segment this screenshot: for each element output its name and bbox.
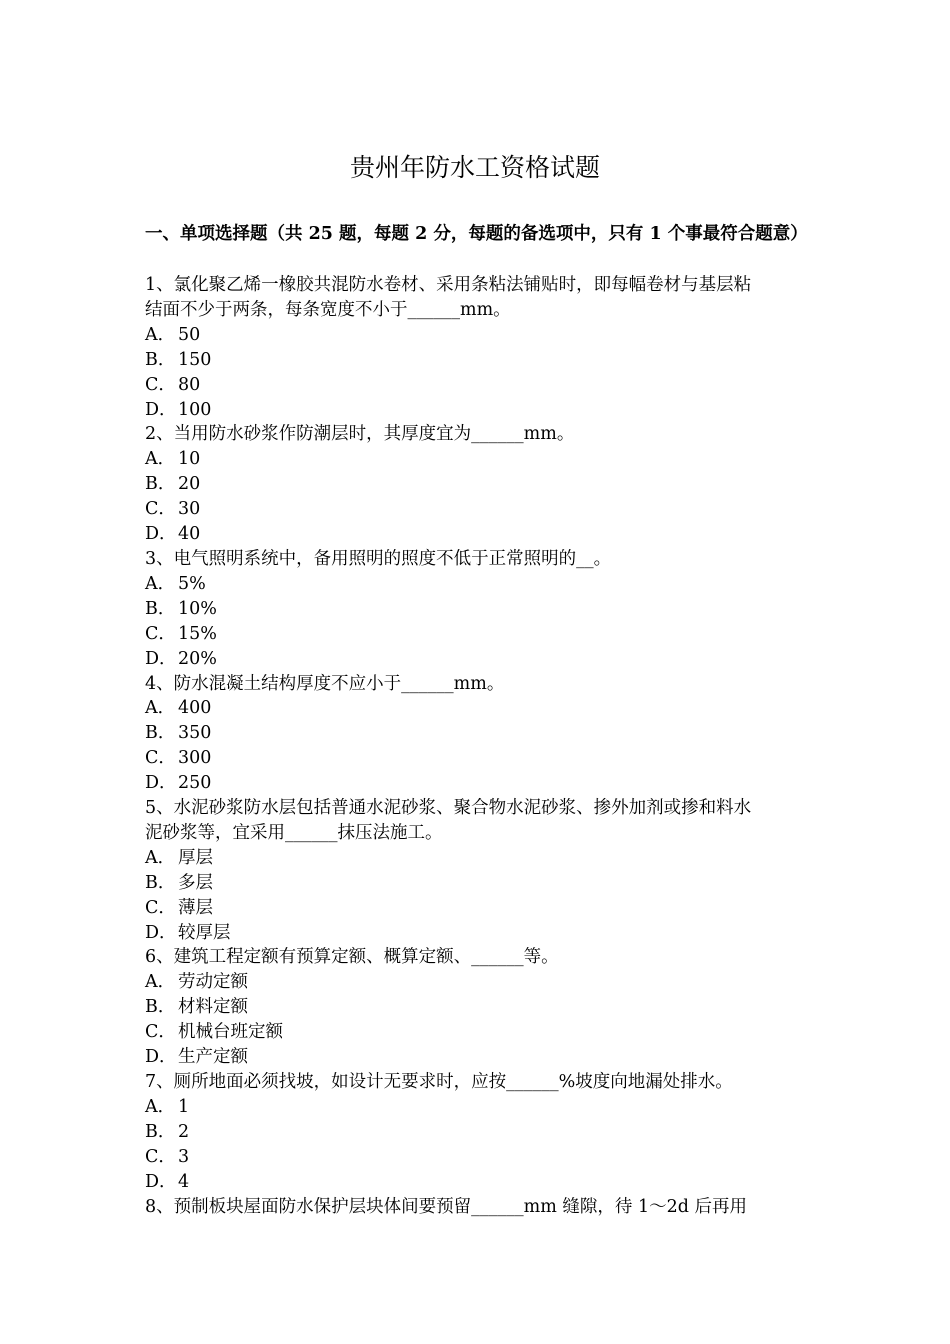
option-letter: A． xyxy=(145,847,176,868)
option-letter: C． xyxy=(145,499,176,520)
question-block xyxy=(145,945,810,1070)
option-letter: A． xyxy=(145,324,176,345)
answer-option xyxy=(145,472,810,497)
answer-option xyxy=(145,1095,810,1120)
option-letter: D． xyxy=(145,648,177,669)
option-letter: C． xyxy=(145,1146,176,1167)
option-text: 机械台班定额 xyxy=(178,1022,283,1043)
option-text: 3 xyxy=(178,1146,190,1167)
question-block xyxy=(145,422,810,547)
option-letter: A． xyxy=(145,698,176,719)
option-letter: D． xyxy=(145,922,177,943)
question-text: 8、预制板块屋面防水保护层块体间要预留______mm 缝隙，待 1～2d 后再用 xyxy=(145,1196,747,1217)
question-block xyxy=(145,547,810,672)
question-text: 4、防水混凝土结构厚度不应小于______mm。 xyxy=(145,673,505,694)
answer-option xyxy=(145,896,810,921)
question-text: 1、氯化聚乙烯一橡胶共混防水卷材、采用条粘法铺贴时，即每幅卷材与基层粘 xyxy=(145,275,752,295)
answer-option xyxy=(145,995,810,1020)
option-text: 100 xyxy=(178,399,212,420)
option-letter: B． xyxy=(145,997,176,1018)
answer-option xyxy=(145,721,810,746)
option-text: 5% xyxy=(178,573,206,594)
answer-option xyxy=(145,622,810,647)
answer-option xyxy=(145,497,810,522)
question-text: 泥砂浆等，宜采用______抹压法施工。 xyxy=(145,822,443,843)
option-text: 劳动定额 xyxy=(178,972,248,993)
answer-option xyxy=(145,1170,810,1195)
question-text: 5、水泥砂浆防水层包括普通水泥砂浆、聚合物水泥砂浆、掺外加剂或掺和料水 xyxy=(145,798,752,819)
answer-option xyxy=(145,970,810,995)
option-letter: C． xyxy=(145,1022,176,1043)
question-text: 结面不少于两条，每条宽度不小于______mm。 xyxy=(145,299,511,320)
question-block xyxy=(145,1070,810,1195)
question-block xyxy=(145,273,810,422)
option-text: 50 xyxy=(178,324,201,345)
answer-option xyxy=(145,1045,810,1070)
option-letter: D． xyxy=(145,399,177,420)
answer-option xyxy=(145,846,810,871)
answer-option xyxy=(145,647,810,672)
option-letter: B． xyxy=(145,1121,176,1142)
answer-option xyxy=(145,373,810,398)
answer-option xyxy=(145,572,810,597)
question-text: 7、厕所地面必须找坡，如设计无要求时，应按______%坡度向地漏处排水。 xyxy=(145,1072,733,1092)
option-text: 较厚层 xyxy=(178,922,231,943)
question-list xyxy=(145,273,810,1219)
document-title: 贵州年防水工资格试题 xyxy=(349,153,600,182)
option-letter: B． xyxy=(145,349,176,370)
option-letter: B． xyxy=(145,872,176,893)
option-text: 20% xyxy=(178,648,217,669)
answer-option xyxy=(145,1145,810,1170)
option-letter: A． xyxy=(145,449,176,470)
option-text: 厚层 xyxy=(178,847,213,868)
option-text: 300 xyxy=(178,748,212,769)
option-text: 40 xyxy=(178,524,201,545)
option-text: 30 xyxy=(178,499,201,520)
option-letter: C． xyxy=(145,374,176,395)
answer-option xyxy=(145,871,810,896)
option-letter: D． xyxy=(145,1171,177,1192)
option-text: 10 xyxy=(178,449,201,470)
option-text: 20 xyxy=(178,474,201,495)
answer-option xyxy=(145,1120,810,1145)
question-block xyxy=(145,1195,810,1220)
option-text: 80 xyxy=(178,374,201,395)
option-text: 材料定额 xyxy=(178,997,248,1018)
answer-option xyxy=(145,522,810,547)
option-letter: D． xyxy=(145,773,177,794)
option-letter: A． xyxy=(145,972,176,993)
option-letter: B． xyxy=(145,474,176,495)
option-letter: C． xyxy=(145,897,176,918)
option-text: 薄层 xyxy=(178,897,213,918)
option-letter: B． xyxy=(145,723,176,744)
answer-option xyxy=(145,921,810,946)
option-text: 250 xyxy=(178,773,212,794)
question-text: 6、建筑工程定额有预算定额、概算定额、______等。 xyxy=(145,947,559,968)
option-text: 4 xyxy=(178,1171,190,1192)
question-text: 2、当用防水砂浆作防潮层时，其厚度宜为______mm。 xyxy=(145,424,575,445)
answer-option xyxy=(145,323,810,348)
question-block xyxy=(145,672,810,797)
question-text: 3、电气照明系统中，备用照明的照度不低于正常照明的__。 xyxy=(145,548,612,569)
option-text: 1 xyxy=(178,1096,190,1117)
option-letter: C． xyxy=(145,748,176,769)
answer-option xyxy=(145,597,810,622)
answer-option xyxy=(145,771,810,796)
section-heading: 一、单项选择题（共 25 题，每题 2 分，每题的备选项中，只有 1 个事最符合题意） xyxy=(145,224,808,244)
option-letter: D． xyxy=(145,1047,177,1068)
option-text: 15% xyxy=(178,623,217,644)
answer-option xyxy=(145,696,810,721)
option-letter: A． xyxy=(145,1096,176,1117)
answer-option xyxy=(145,447,810,472)
option-letter: D． xyxy=(145,524,177,545)
question-block xyxy=(145,796,810,945)
option-text: 10% xyxy=(178,598,217,619)
answer-option xyxy=(145,348,810,373)
option-text: 400 xyxy=(178,698,212,719)
option-text: 350 xyxy=(178,723,212,744)
option-text: 多层 xyxy=(178,872,213,893)
answer-option xyxy=(145,1020,810,1045)
option-text: 2 xyxy=(178,1121,190,1142)
option-letter: A． xyxy=(145,573,176,594)
answer-option xyxy=(145,398,810,423)
option-letter: C． xyxy=(145,623,176,644)
option-text: 150 xyxy=(178,349,212,370)
option-text: 生产定额 xyxy=(178,1047,248,1068)
answer-option xyxy=(145,746,810,771)
option-letter: B． xyxy=(145,598,176,619)
